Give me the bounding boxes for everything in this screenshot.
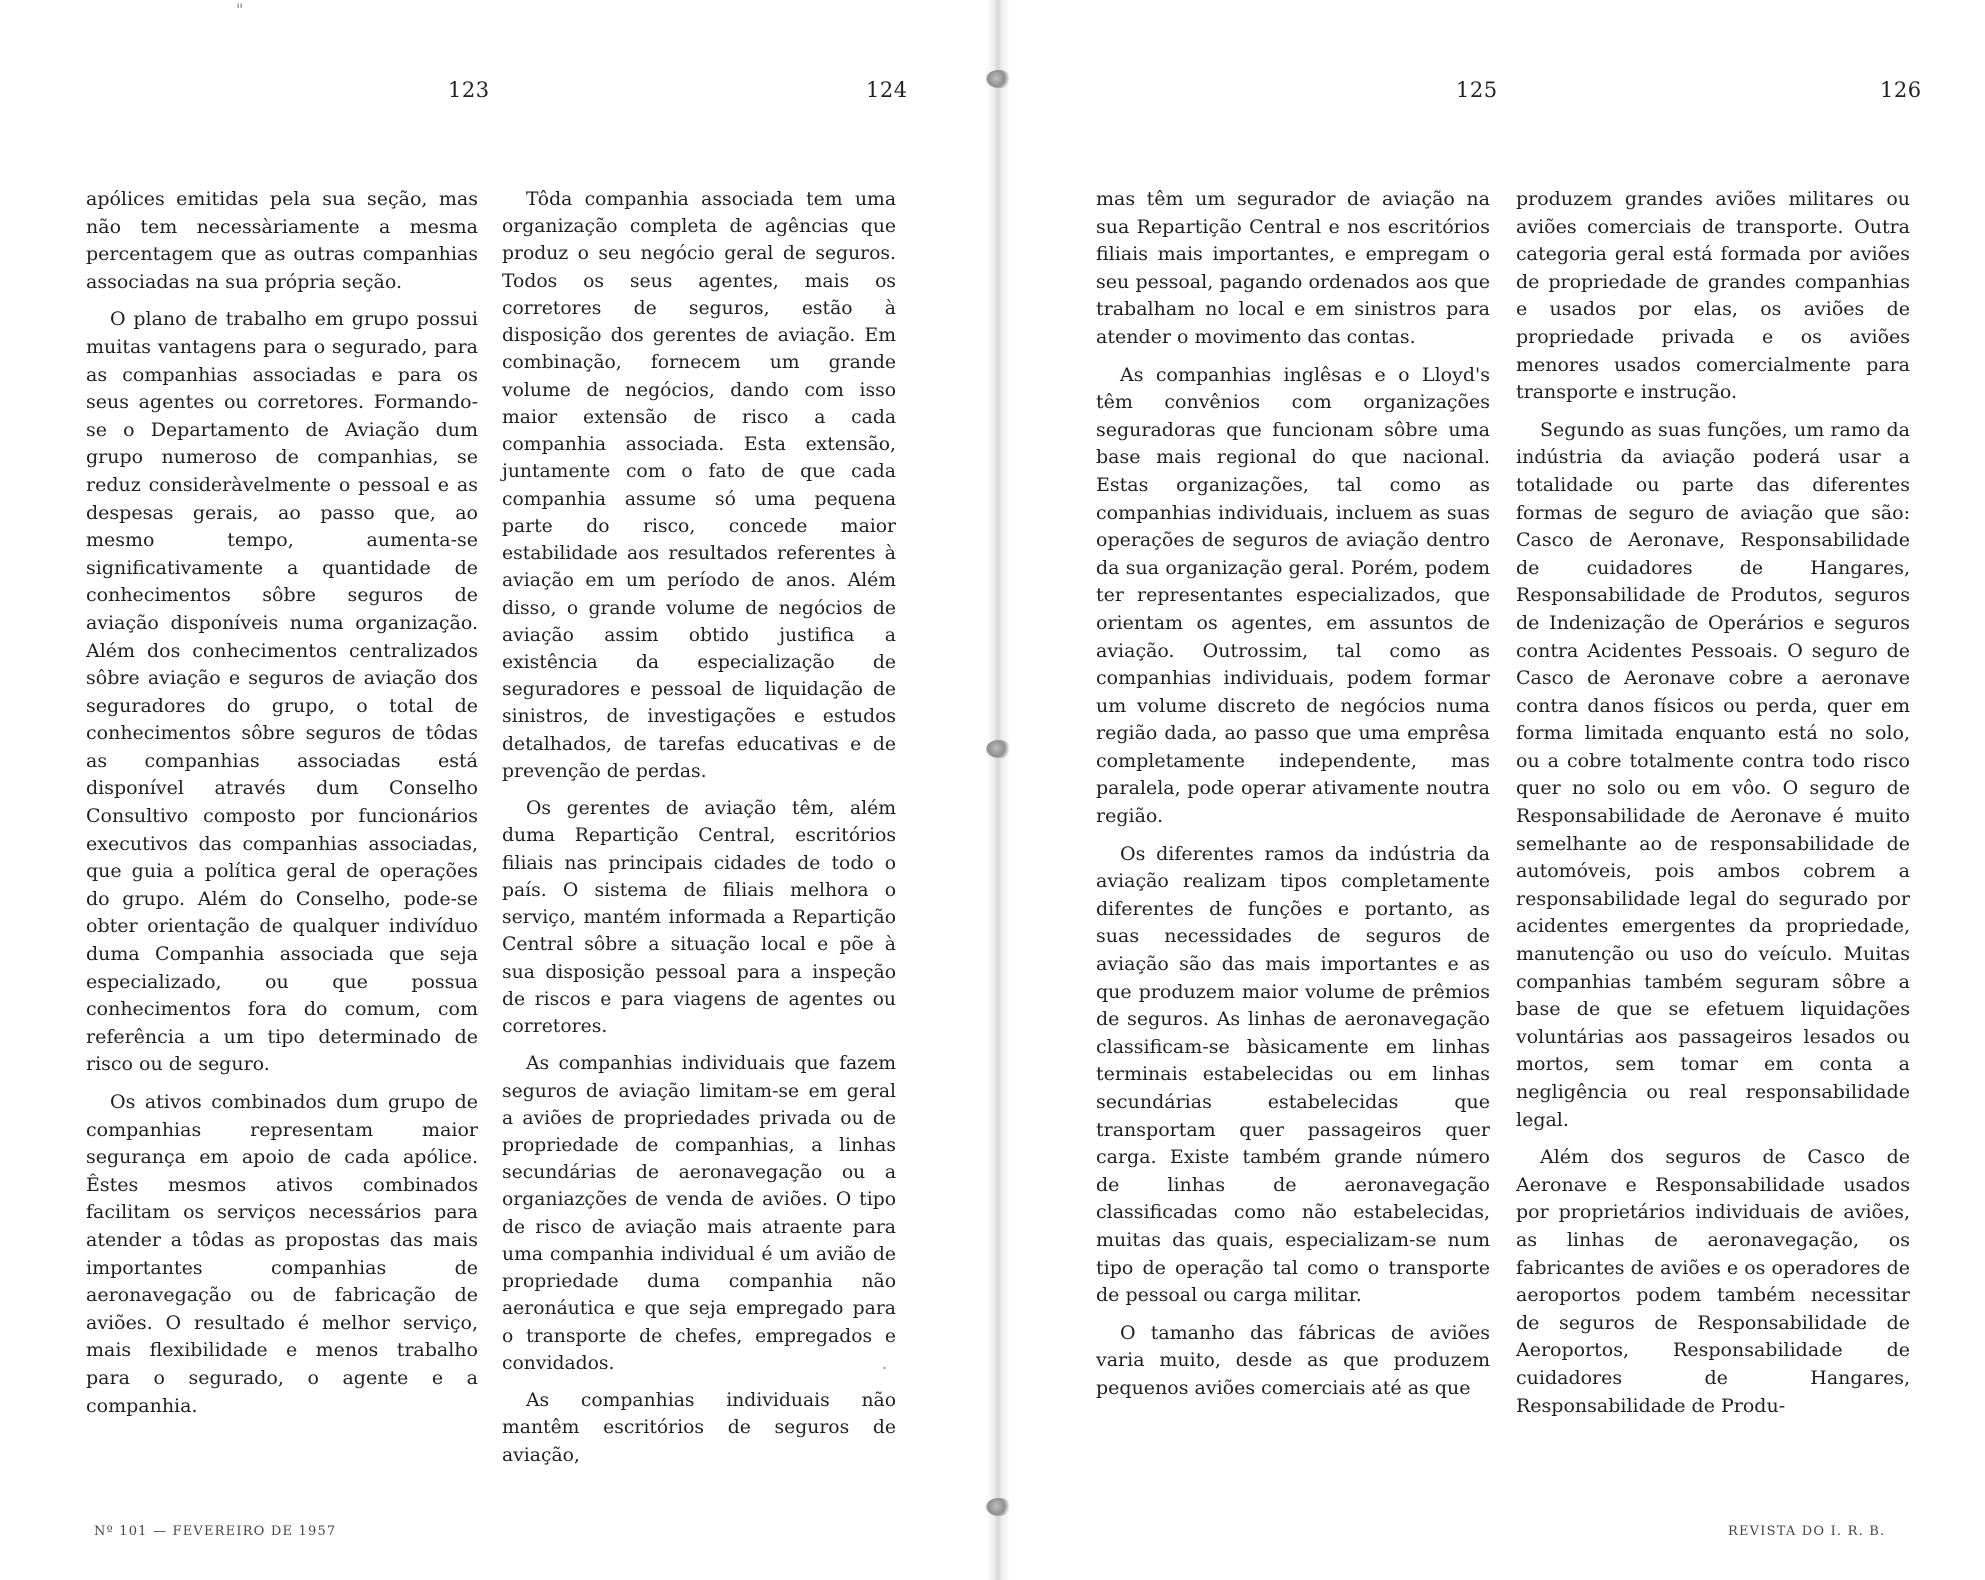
- page-125-paragraph-4: O tamanho das fábricas de aviões varia muito, desde as que produzem pequenos aviões comerciais até as que: [1096, 1321, 1490, 1399]
- page-126-column: [1516, 186, 1910, 1430]
- page-124-paragraph-2: Os gerentes de aviação têm, além duma Repartição Central, escritórios filiais nas principais cidades de todo o país. O sistema de filiais melhora o serviço, mantém informada a Repartição Central sôbre a situação local e põe à sua disposição pessoal para a inspeção de riscos e para viagens de agentes ou corretores.: [502, 798, 896, 1038]
- page-126-paragraph-3: Além dos seguros de Casco de Aeronave e Responsabilidade usados por proprietários individuais de aviões, as linhas de aeronavegação, os fabricantes de aviões e os operadores de aeroportos podem também necessitar de seguros de Responsabilidade de Aeroportos, Responsabilidade de cuidadores de Hangares, Responsabilidade de Produ-: [1516, 1146, 1910, 1417]
- book-gutter: [986, 0, 1010, 1580]
- page-number-124: 124: [866, 78, 908, 102]
- binding-staple-bottom: [986, 1498, 1012, 1516]
- binding-staple-top: [986, 70, 1012, 88]
- page-number-125: 125: [1456, 78, 1498, 102]
- page-124-paragraph-3: As companhias individuais que fazem seguros de aviação limitam-se em geral a aviões de propriedades privada ou de propriedade de companhias, a linhas secundárias de aeronavegação ou a organiazções de venda de aviões. O tipo de risco de aviação mais atraente para uma companhia individual é um avião de propriedade duma companhia não aeronáutica e que seja empregado para o transporte de chefes, empregados e convidados.: [502, 1053, 896, 1374]
- footer-issue-date: Nº 101 — FEVEREIRO DE 1957: [94, 1524, 337, 1539]
- page-124-column: [502, 186, 896, 1479]
- page-number-123: 123: [448, 78, 490, 102]
- page-125-paragraph-3: Os diferentes ramos da indústria da aviação realizam tipos completamente diferentes de funções e portanto, as suas necessidades de seguros de aviação são das mais importantes e as que produzem maior volume de prêmios de seguros. As linhas de aeronavegação classificam-se bàsicamente em linhas terminais estabelecidas ou em linhas secundárias estabelecidas que transportam quer passageiros quer carga. Existe também grande número de linhas de aeronavegação classificadas como não estabelecidas, muitas das quais, especializam-se num tipo de operação tal como o transporte de pessoal ou carga militar.: [1096, 842, 1490, 1307]
- page-124-paragraph-1: Tôda companhia associada tem uma organização completa de agências que produz o seu negócio geral de seguros. Todos os seus agentes, mais os corretores de seguros, estão à disposição dos gerentes de aviação. Em combinação, fornecem um grande volume de negócios, dando com isso maior extensão de risco a cada companhia associada. Esta extensão, juntamente com o fato de que cada companhia assume só uma pequena parte do risco, concede maior estabilidade aos resultados referentes à aviação em um período de anos. Além disso, o grande volume de negócios de aviação assim obtido justifica a existência da especialização de seguradores e pessoal de liquidação de sinistros, de investigações e estudos detalhados, de tarefas educativas e de prevenção de perdas.: [502, 189, 896, 782]
- page-125-paragraph-2: As companhias inglêsas e o Lloyd's têm convênios com organizações seguradoras que funcionam sôbre uma base mais regional do que nacional. Estas organizações, tal como as companhias individuais, incluem as suas operações de seguros de aviação dentro da sua organização geral. Porém, podem ter representantes especializados, que orientam os agentes, em assuntos de aviação. Outrossim, tal como as companhias individuais, podem formar um volume discreto de negócios numa região dada, ao passo que uma emprêsa completamente independente, mas paralela, pode operar ativamente noutra região.: [1096, 363, 1490, 828]
- page-125-paragraph-1: mas têm um segurador de aviação na sua Repartição Central e nos escritórios filiais mais importantes, e empregam o seu pessoal, pagando ordenados aos que trabalham no local e em sinistros para atender o movimento das contas.: [1096, 188, 1490, 348]
- page-number-126: 126: [1880, 78, 1922, 102]
- page-123-paragraph-2: O plano de trabalho em grupo possui muitas vantagens para o segurado, para as companhias associadas e para os seus agentes ou corretores. Formando-se o Departamento de Aviação dum grupo numeroso de companhias, se reduz consideràvelmente o pessoal e as despesas gerais, ao passo que, ao mesmo tempo, aumenta-se significativamente a quantidade de conhecimentos sôbre seguros de aviação disponíveis numa organização. Além dos conhecimentos centralizados sôbre aviação e seguros de aviação dos seguradores do grupo, o total de conhecimentos sôbre seguros de tôdas as companhias associadas está disponível através dum Conselho Consultivo composto por funcionários executivos das companhias associadas, que guia a política geral de operações do grupo. Além do Conselho, pode-se obter orientação de qualquer indivíduo duma Companhia associada que seja especializado, ou que possua conhecimentos fora do comum, com referência a um tipo determinado de risco ou de seguro.: [86, 308, 478, 1076]
- page-124-paragraph-4: As companhias individuais não mantêm escritórios de seguros de aviação,: [502, 1390, 896, 1466]
- margin-mark: .: [882, 1354, 888, 1373]
- page-123-column: [86, 186, 478, 1430]
- page-123-paragraph-1: apólices emitidas pela sua seção, mas não tem necessàriamente a mesma percentagem que as outras companhias associadas na sua própria seção.: [86, 188, 478, 293]
- page-123-paragraph-3: Os ativos combinados dum grupo de companhias representam maior segurança em apoio de cada apólice. Êstes mesmos ativos combinados facilitam os serviços necessários para atender a tôdas as propostas das mais importantes companhias de aeronavegação ou de fabricação de aviões. O resultado é melhor serviço, mais flexibilidade e menos trabalho para o segurado, o agente e a companhia.: [86, 1091, 478, 1417]
- page-126-paragraph-2: Segundo as suas funções, um ramo da indústria da aviação poderá usar a totalidade ou parte das diferentes formas de seguro de aviação que são: Casco de Aeronave, Responsabilidade de cuidadores de Hangares, Responsabilidade de Produtos, seguros de Indenização de Operários e seguros contra Acidentes Pessoais. O seguro de Casco de Aeronave cobre a aeronave contra danos físicos ou perda, quer em forma limitada enquanto está no solo, ou a cobre totalmente contra todo risco quer no solo ou em vôo. O seguro de Responsabilidade de Aeronave é muito semelhante ao de responsabilidade de automóveis, pois ambos cobrem a responsabilidade legal do segurado por acidentes emergentes da propriedade, manutenção ou uso do veículo. Muitas companhias também seguram sôbre a base de que se efetuem liquidações voluntárias aos passageiros lesados ou mortos, sem tomar em conta a negligência ou real responsabilidade legal.: [1516, 418, 1910, 1131]
- top-edge-mark: ": [236, 0, 244, 19]
- binding-staple-middle: [986, 740, 1012, 758]
- page-125-column: [1096, 186, 1490, 1413]
- footer-journal-title: REVISTA DO I. R. B.: [1728, 1524, 1886, 1539]
- page-126-paragraph-1: produzem grandes aviões militares ou aviões comerciais de transporte. Outra categoria geral está formada por aviões de propriedade de grandes companhias e usados por elas, os aviões de propriedade privada e os aviões menores usados comercialmente para transporte e instrução.: [1516, 188, 1910, 404]
